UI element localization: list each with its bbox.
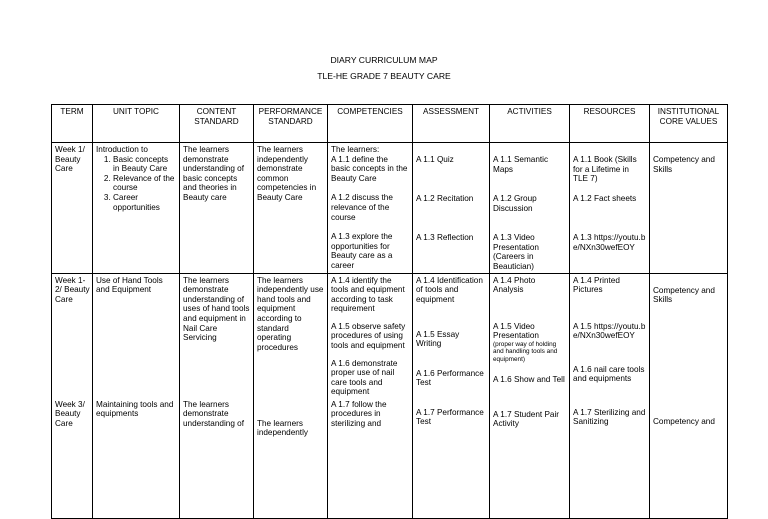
competency-item: A 1.3 explore the opportunities for Beauty care as a career [331, 232, 393, 270]
assessment-cell [413, 273, 490, 518]
core-value-text: Competency and Skills [653, 285, 715, 305]
term-cell: Week 1/ Beauty Care [52, 143, 93, 274]
activities-cell [490, 143, 570, 274]
performance-standard-cell: The learners independently demonstrate common competencies in Beauty Care [254, 143, 328, 274]
header-activities: ACTIVITIES [490, 105, 570, 143]
resource-item: A 1.5 https://youtu.be/NXn30wefEOY [573, 321, 646, 341]
activity-item [493, 322, 566, 364]
unit-topic-cell [93, 143, 180, 274]
header-row [52, 105, 728, 143]
table-row [52, 273, 728, 518]
term-text: Week 1-2/ Beauty Care [55, 275, 90, 304]
activity-item: A 1.2 Group Discussion [493, 194, 537, 213]
table-row [52, 143, 728, 274]
unit-topic-text: Use of Hand Tools and Equipment [96, 275, 163, 295]
competency-item: A 1.4 identify the tools and equipment according to task requirement [331, 275, 405, 314]
performance-standard-cell [254, 273, 328, 518]
activity-note: (proper way of holding and handling tools and equipment) [493, 340, 558, 363]
assessment-cell [413, 143, 490, 274]
activity-item: A 1.1 Semantic Maps [493, 155, 549, 174]
unit-topic-list [96, 155, 176, 213]
unit-topic-cell [93, 273, 180, 518]
competency-item: A 1.6 demonstrate proper use of nail care tools and equipment [331, 358, 398, 397]
performance-standard-text: The learners independently [257, 418, 308, 438]
assessment-item: A 1.7 Performance Test [416, 407, 484, 427]
list-item: 2. Relevance of the course [113, 174, 176, 193]
header-term: TERM [52, 105, 93, 143]
assessment-item: A 1.3 Reflection [416, 233, 474, 242]
unit-topic-text: Maintaining tools and equipments [96, 399, 174, 419]
activity-item: A 1.3 Video Presentation (Careers in Beautician) [493, 233, 539, 271]
resources-cell [570, 273, 650, 518]
assessment-item: A 1.1 Quiz [416, 155, 454, 164]
activity-item: A 1.6 Show and Tell [493, 374, 565, 384]
list-item: 3. Career opportunities [113, 193, 176, 212]
competency-item: A 1.1 define the basic concepts in the Beauty Care [331, 154, 408, 183]
unit-intro: Introduction to [96, 145, 148, 154]
term-text: Week 3/ Beauty Care [55, 399, 85, 428]
activity-item: A 1.4 Photo Analysis [493, 275, 536, 295]
content-standard-cell: The learners demonstrate understanding of basic concepts and theories in Beauty care [180, 143, 254, 274]
header-resources: RESOURCES [570, 105, 650, 143]
resource-item: A 1.1 Book (Skills for a Lifetime in TLE 7) [573, 155, 637, 184]
list-item: 1. Basic concepts in Beauty Care [113, 155, 176, 174]
competency-item: A 1.7 follow the procedures in sterilizing and [331, 399, 387, 428]
assessment-item: A 1.6 Performance Test [416, 368, 484, 388]
header-assessment: ASSESSMENT [413, 105, 490, 143]
resource-item: A 1.4 Printed Pictures [573, 275, 620, 295]
competencies-cell [328, 273, 413, 518]
content-standard-cell [180, 273, 254, 518]
curriculum-map-table [51, 104, 728, 519]
resource-item: A 1.7 Sterilizing and Sanitizing [573, 407, 646, 427]
header-unit-topic: UNIT TOPIC [93, 105, 180, 143]
competencies-cell [328, 143, 413, 274]
resource-item: A 1.3 https://youtu.be/NXn30wefEOY [573, 233, 646, 252]
assessment-item: A 1.5 Essay Writing [416, 329, 460, 349]
resource-item: A 1.6 nail care tools and equipments [573, 364, 645, 384]
performance-standard-text: The learners independently use hand tools and equipment according to standard operating procedures [257, 275, 324, 352]
resources-cell [570, 143, 650, 274]
competency-item: A 1.5 observe safety procedures of using tools and equipment [331, 321, 406, 350]
header-content-standard: CONTENT STANDARD [180, 105, 254, 143]
content-standard-text: The learners demonstrate understanding of uses of hand tools and equipment in Nail Care Servicing [183, 275, 250, 343]
header-performance-standard: PERFORMANCE STANDARD [254, 105, 328, 143]
activity-title: A 1.5 Video Presentation [493, 321, 539, 341]
competency-item: A 1.2 discuss the relevance of the course [331, 193, 393, 222]
competency-intro: The learners: [331, 145, 380, 154]
core-value-text: Competency and [653, 416, 715, 426]
resource-item: A 1.2 Fact sheets [573, 194, 637, 203]
activity-item: A 1.7 Student Pair Activity [493, 409, 559, 429]
header-core-values: INSTITUTIONAL CORE VALUES [650, 105, 728, 143]
document-title: DIARY CURRICULUM MAP [330, 55, 438, 65]
content-standard-text: The learners demonstrate understanding of [183, 399, 244, 428]
term-cell [52, 273, 93, 518]
header-competencies: COMPETENCIES [328, 105, 413, 143]
core-values-cell [650, 143, 728, 274]
assessment-item: A 1.2 Recitation [416, 194, 474, 203]
core-values-cell [650, 273, 728, 518]
core-value-text: Competency and Skills [653, 155, 715, 174]
activities-cell [490, 273, 570, 518]
document-subtitle: TLE-HE GRADE 7 BEAUTY CARE [317, 71, 451, 81]
assessment-item: A 1.4 Identification of tools and equipment [416, 275, 483, 304]
